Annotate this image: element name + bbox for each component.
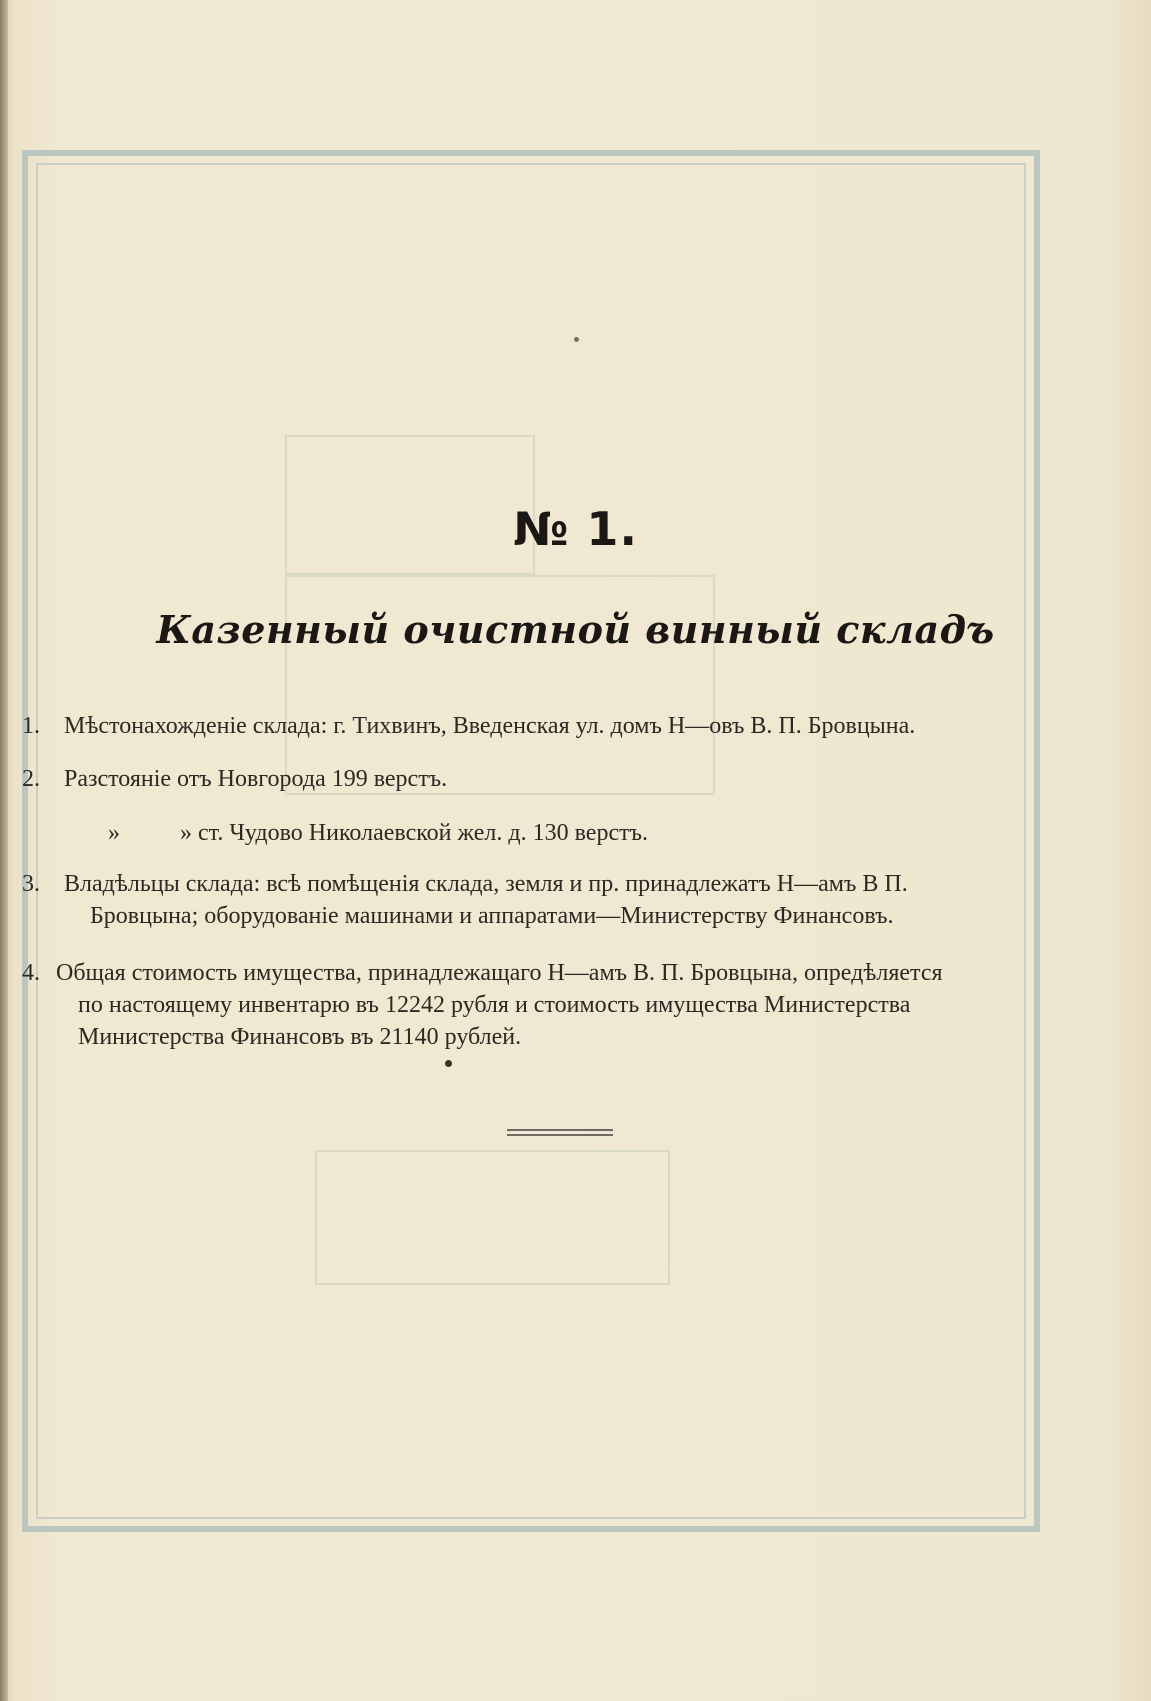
list-item — [22, 957, 1092, 1067]
book-spine-edge — [0, 0, 8, 1701]
list-item — [22, 710, 1092, 750]
show-through-plan — [315, 1150, 670, 1285]
item-number: 3. — [22, 871, 40, 897]
item-text-line: Разстояніе отъ Новгорода 199 верстъ. — [64, 766, 448, 792]
item-text-line: » » ст. Чудово Николаевской жел. д. 130 верстъ. — [108, 820, 649, 846]
item-text-line: Министерства Финансовъ въ 21140 рублей. — [78, 1024, 522, 1050]
item-text-line: Владѣльцы склада: всѣ помѣщенія склада, земля и пр. принадлежатъ Н—амъ В П. — [64, 871, 908, 897]
item-text-line: Мѣстонахожденіе склада: г. Тихвинъ, Введенская ул. домъ Н—овъ В. П. Бровцына. — [64, 713, 916, 739]
page-title: Казенный очистной винный складъ — [156, 607, 995, 652]
item-number: 1. — [22, 713, 40, 739]
item-number: 4. — [22, 960, 40, 986]
list-item — [22, 763, 1092, 853]
document-number: № 1. — [513, 502, 638, 556]
section-divider — [507, 1129, 613, 1136]
item-number: 2. — [22, 766, 40, 792]
ink-spot — [574, 337, 579, 342]
ink-spot — [445, 1060, 452, 1067]
item-text-line: Бровцына; оборудованіе машинами и аппаратами—Министерству Финансовъ. — [90, 903, 894, 929]
list-item — [22, 868, 1092, 948]
item-text-line: Общая стоимость имущества, принадлежащаго Н—амъ В. П. Бровцына, опредѣляется — [56, 960, 943, 986]
item-text-line: по настоящему инвентарю въ 12242 рубля и стоимость имущества Министерства — [78, 992, 911, 1018]
